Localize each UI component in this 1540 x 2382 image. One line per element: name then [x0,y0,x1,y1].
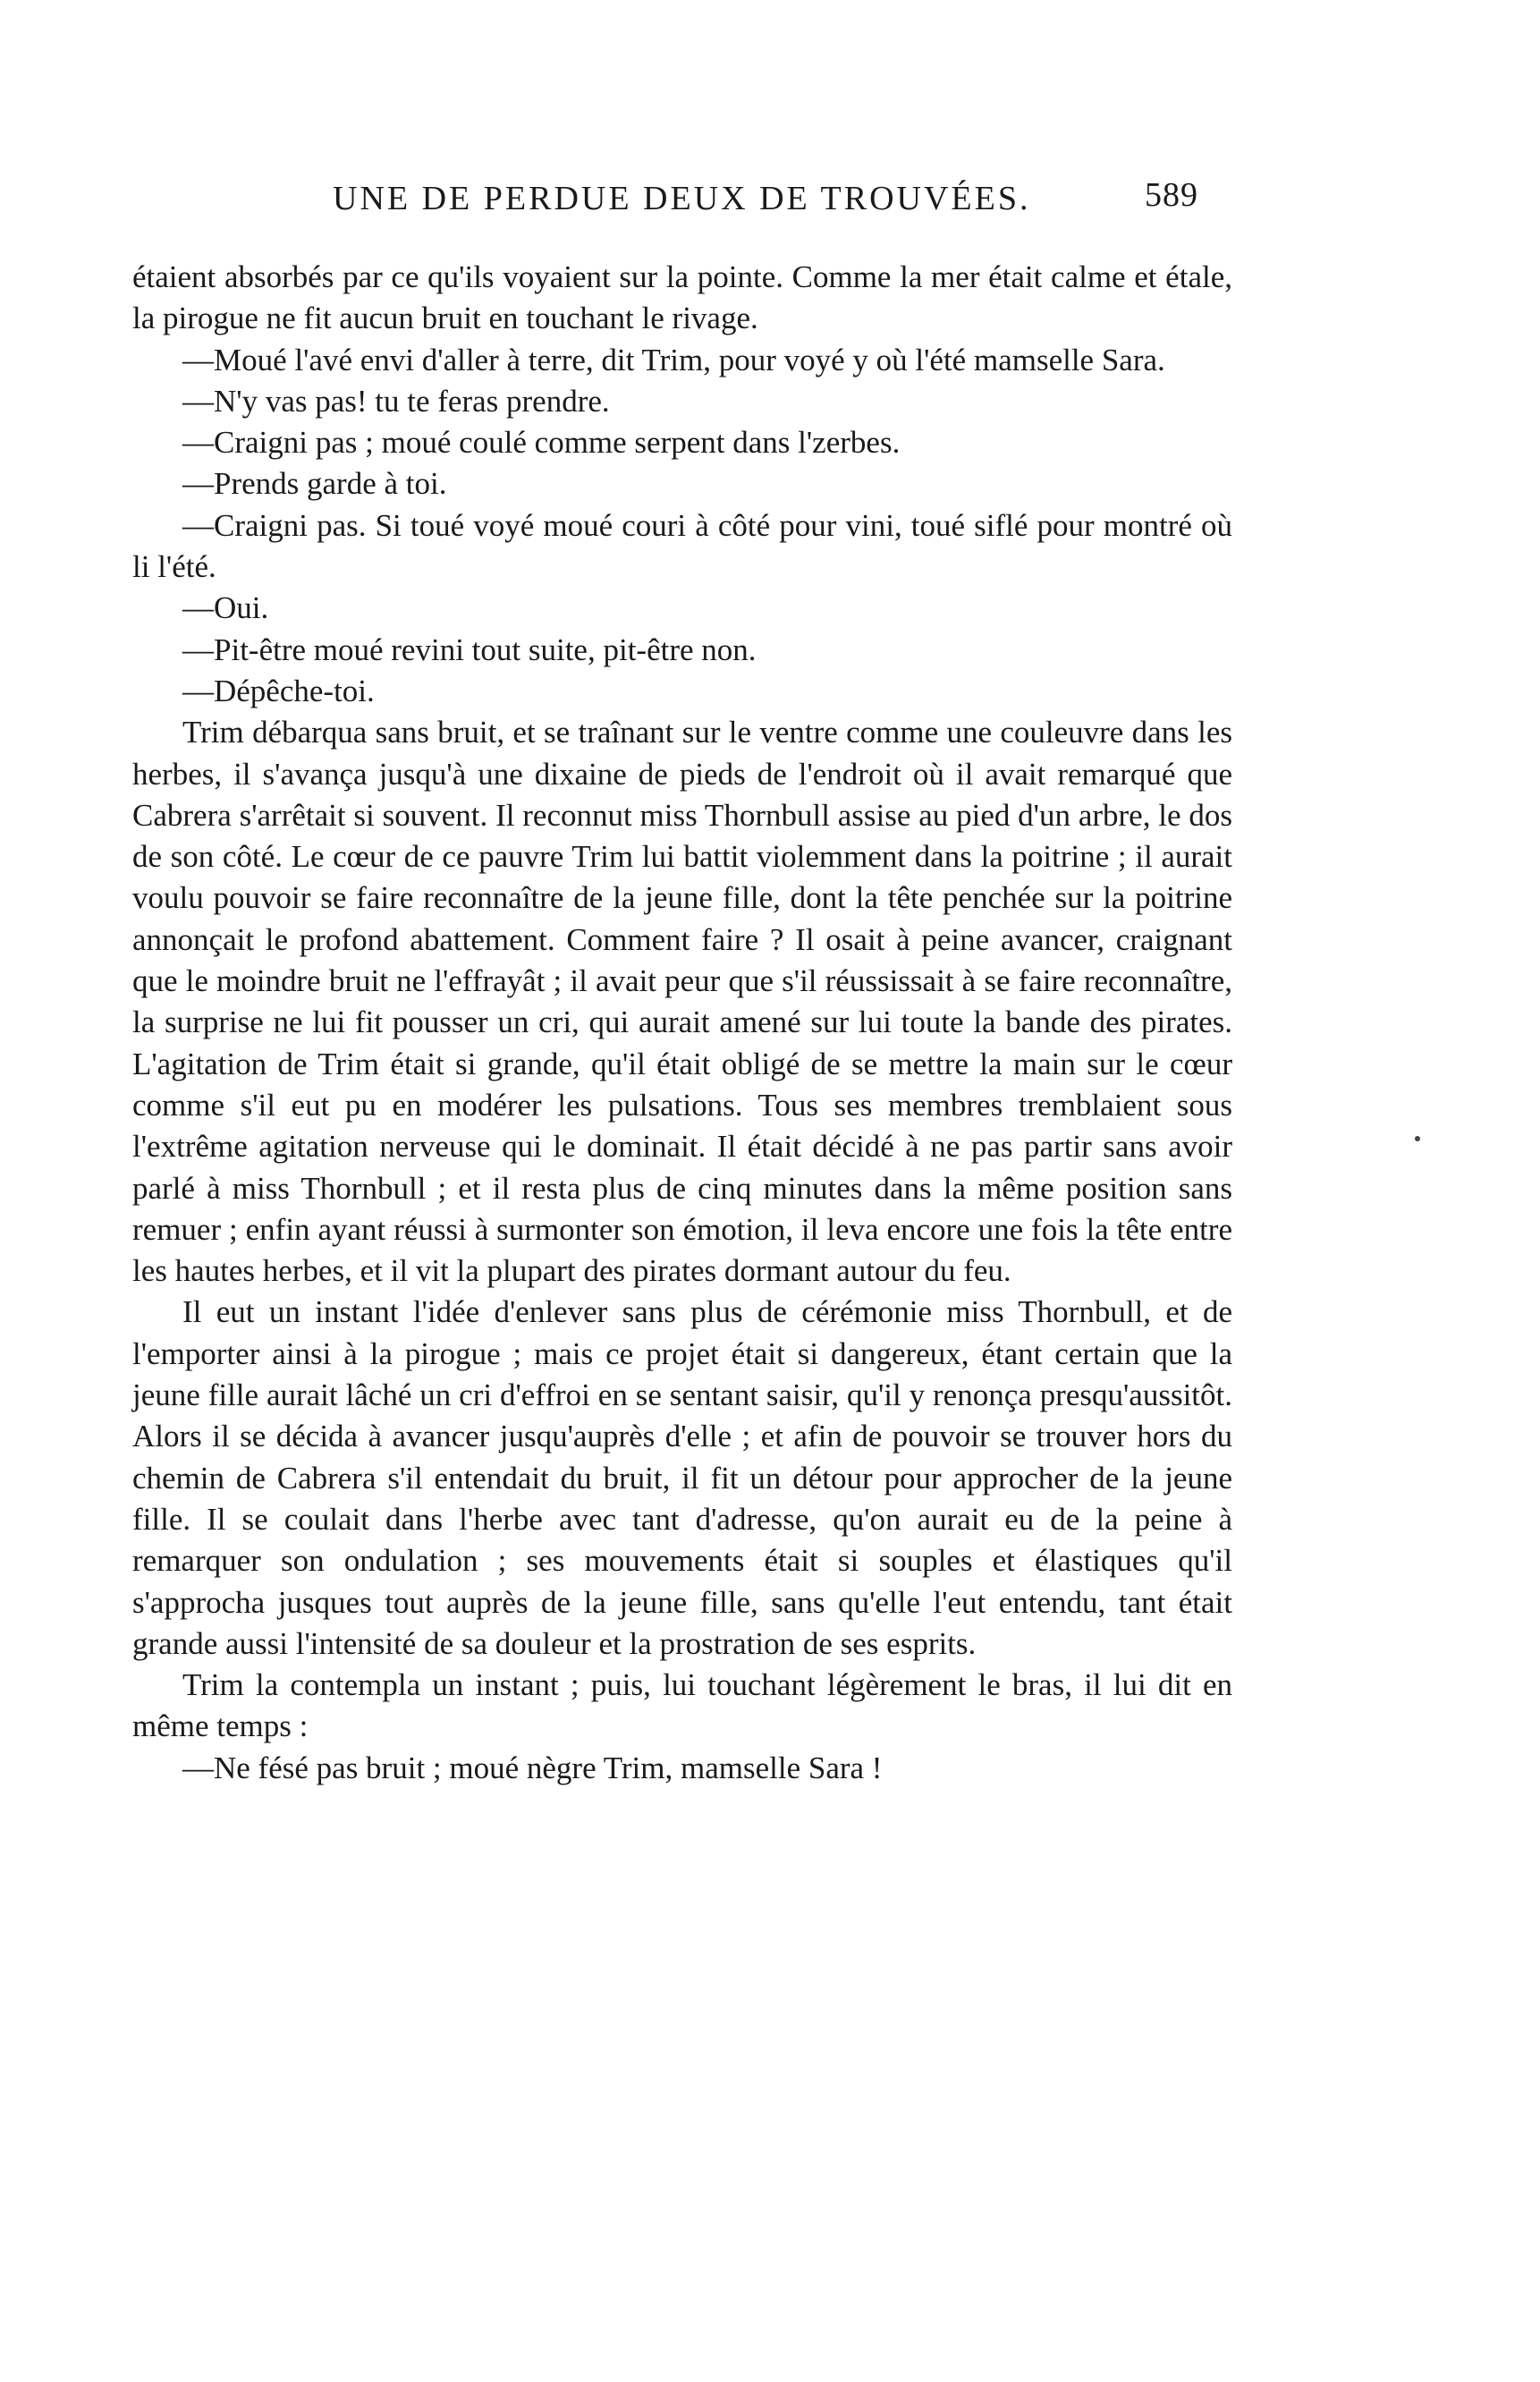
dialogue-line: —Dépêche-toi. [182,673,375,708]
dialogue-line: —Craigni pas. Si toué voyé moué couri à côté pour vini, toué siflé pour montré où li l'été. [132,507,1232,585]
dialogue-line: —Ne fésé pas bruit ; moué nègre Trim, mamselle Sara ! [182,1750,883,1785]
dialogue-line: —Prends garde à toi. [182,466,447,502]
running-title: UNE DE PERDUE DEUX DE TROUVÉES. [333,180,1031,217]
paragraph: Trim débarqua sans bruit, et se traînant sur le ventre comme une couleuvre dans les herbes, il s'avança jusqu'à une dixaine de pieds de l'endroit où il avait remarqué que Cabrera s'arrêtait si souvent. Il reconnut miss Thornbull assise au pied d'un arbre, le dos de son côté. Le cœur de ce pauvre Trim lui battit violemment dans la poitrine ; il aurait voulu pouvoir se faire reconnaître de la jeune fille, dont la tête penchée sur la poitrine annonçait le profond abattement. Comment faire ? Il osait à peine avancer, craignant que le moindre bruit ne l'effrayât ; il avait peur que s'il réussissait à se faire reconnaître, la surprise ne lui fit pousser un cri, qui aurait amené sur lui toute la bande des pirates. L'agitation de Trim était si grande, qu'il était obligé de se mettre la main sur le cœur comme s'il eut pu en modérer les pulsations. Tous ses membres tremblaient sous l'extrême agitation nerveuse qui le dominait. Il était décidé à ne pas partir sans avoir parlé à miss Thornbull ; et il resta plus de cinq minutes dans la même position sans remuer ; enfin ayant réussi à surmonter son émotion, il leva encore une fois la tête entre les hautes herbes, et il vit la plupart des pirates dormant autour du feu. [132,715,1232,1289]
print-speck [1415,1136,1420,1141]
dialogue-line: —Oui. [182,590,269,626]
page-number: 589 [1145,176,1198,214]
dialogue-line: —Pit-être moué revini tout suite, pit-être non. [182,632,757,667]
paragraph: étaient absorbés par ce qu'ils voyaient sur la pointe. Comme la mer était calme et étale, la pirogue ne fit aucun bruit en touchant le rivage. [132,259,1232,336]
dialogue-line: —N'y vas pas! tu te feras prendre. [182,383,610,419]
dialogue-line: —Craigni pas ; moué coulé comme serpent dans l'zerbes. [182,425,901,461]
paragraph: Il eut un instant l'idée d'enlever sans plus de cérémonie miss Thornbull, et de l'emporter ainsi à la pirogue ; mais ce projet était si dangereux, étant certain que la jeune fille aurait lâché un cri d'effroi en se sentant saisir, qu'il y renonça presqu'aussitôt. Alors il se décida à avancer jusqu'auprès d'elle ; et afin de pouvoir se trouver hors du chemin de Cabrera s'il entendait du bruit, il fit un détour pour approcher de la jeune fille. Il se coulait dans l'herbe avec tant d'adresse, qu'on aurait eu de la peine à remarquer son ondulation ; ses mouvements était si souples et élastiques qu'il s'approcha jusques tout auprès de la jeune fille, sans qu'elle l'eut entendu, tant était grande aussi l'intensité de sa douleur et la prostration de ses esprits. [132,1294,1232,1661]
paragraph: Trim la contempla un instant ; puis, lui touchant légèrement le bras, il lui dit en même temps : [132,1667,1232,1744]
dialogue-line: —Moué l'avé envi d'aller à terre, dit Trim, pour voyé y où l'été mamselle Sara. [182,342,1165,377]
body-text [132,257,1232,1789]
